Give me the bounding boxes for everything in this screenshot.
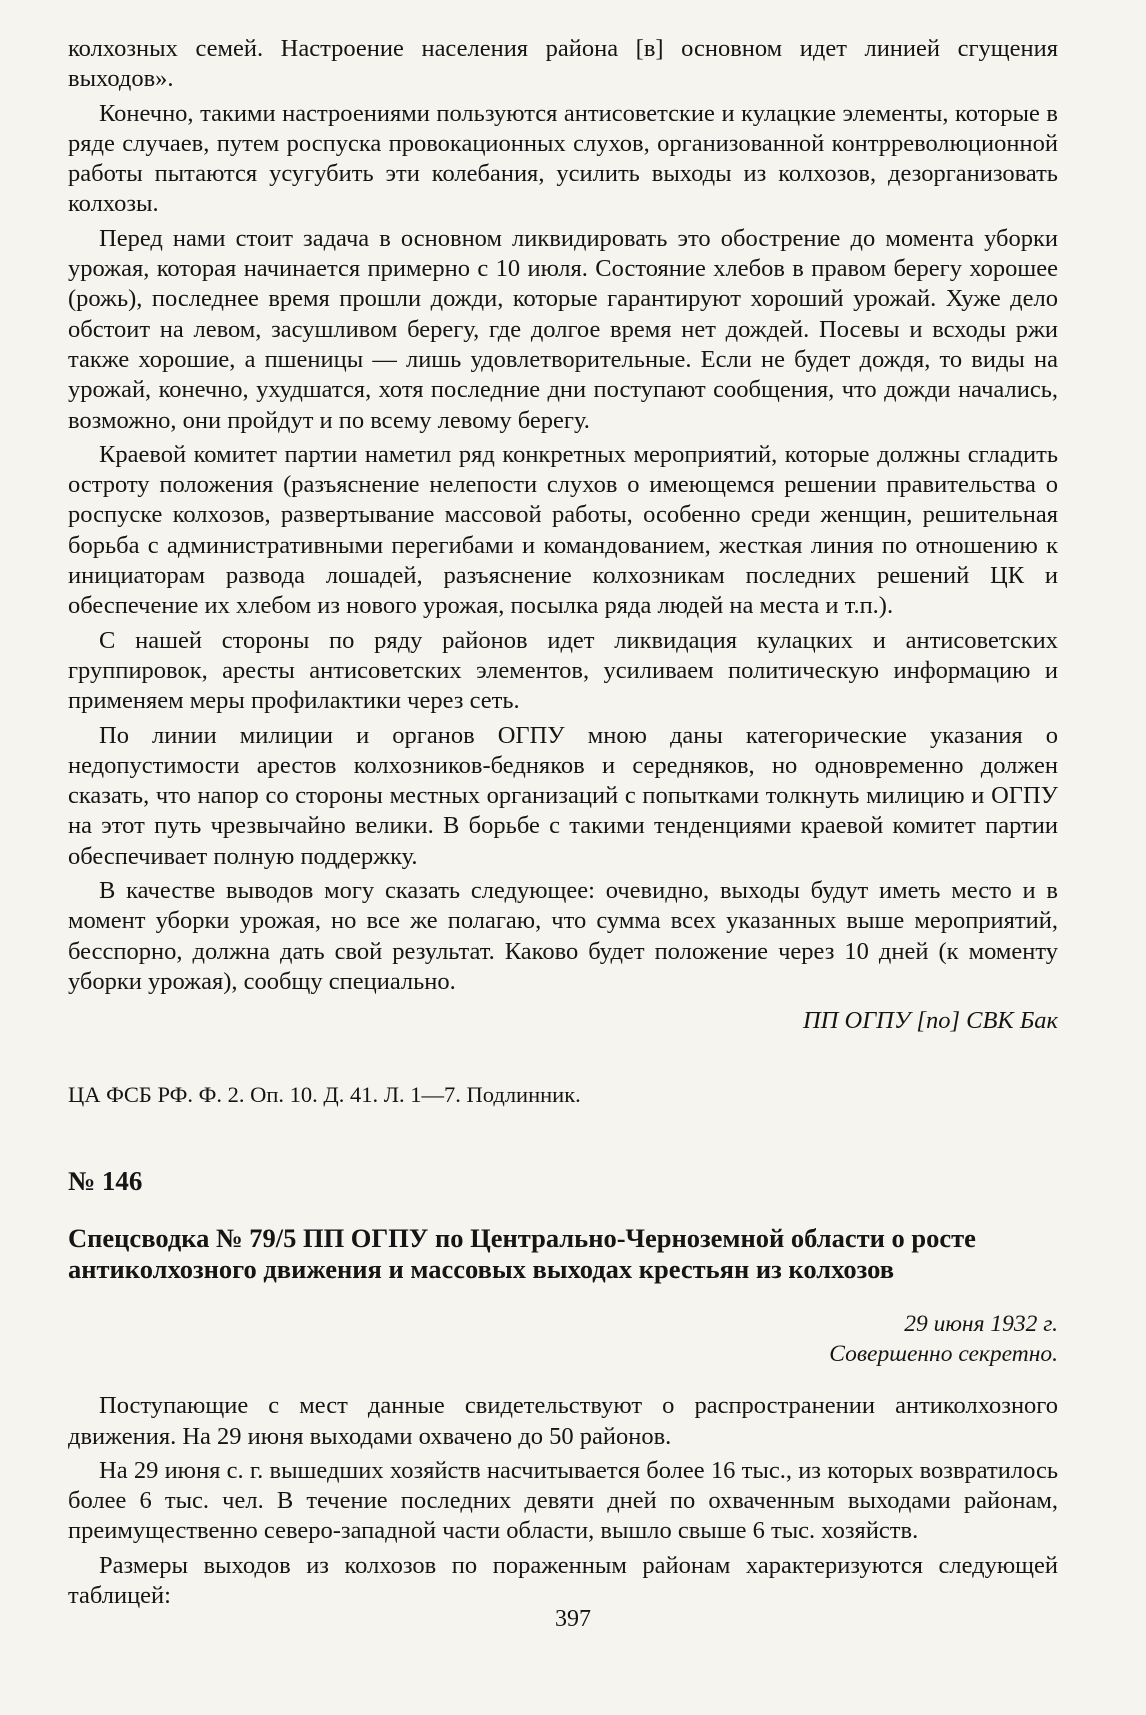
- secrecy-stamp: Совершенно секретно.: [829, 1341, 1058, 1368]
- paragraph: Конечно, такими настроениями пользуются антисоветские и кулацкие элементы, которые в ряде случаев, путем роспуска провокационных слухов, организованной контрреволюционной работы пытаются усугубить эти колебания, усилить выходы из колхозов, дезорганизовать колхозы.: [68, 99, 1058, 218]
- document-number: № 146: [68, 1166, 143, 1197]
- page-number: 397: [555, 1606, 591, 1632]
- paragraph: По линии милиции и органов ОГПУ мною даны категорические указания о недопустимости арестов колхозников-бедняков и середняков, но одновременно должен сказать, что напор со стороны местных организаций с попытками толкнуть милицию и ОГПУ на этот путь чрезвычайно велики. В борьбе с такими тенденциями краевой комитет партии обеспечивает полную поддержку.: [68, 721, 1058, 870]
- paragraph: На 29 июня с. г. вышедших хозяйств насчитывается более 16 тыс., из которых возвратилось более 6 тыс. чел. В течение последних девяти дней по охваченным выходами районам, преимущественно северо-западной части области, вышло свыше 6 тыс. хозяйств.: [68, 1456, 1058, 1545]
- document-date: 29 июня 1932 г.: [904, 1311, 1058, 1338]
- paragraph: Перед нами стоит задача в основном ликвидировать это обострение до момента уборки урожая, которая начинается примерно с 10 июля. Состояние хлебов в правом берегу хорошее (рожь), последнее время прошли дожди, которые гарантируют хороший урожай. Хуже дело обстоит на левом, засушливом берегу, где долгое время нет дождей. Посевы и всходы ржи также хорошие, а пшеницы — лишь удовлетворительные. Если не будет дождя, то виды на урожай, конечно, ухудшатся, хотя последние дни поступают сообщения, что дожди начались, возможно, они пройдут и по всему левому берегу.: [68, 224, 1058, 434]
- body-text-part-2: [68, 1391, 1058, 1611]
- paragraph: Краевой комитет партии наметил ряд конкретных мероприятий, которые должны сгладить остроту положения (разъяснение нелепости слухов о имеющемся решении правительства о роспуске колхозов, развертывание массовой работы, особенно среди женщин, решительная борьба с административными перегибами и командованием, жесткая линия по отношению к инициаторам развода лошадей, разъяснение колхозникам последних решений ЦК и обеспечение их хлебом из нового урожая, посылка ряда людей на места и т.п.).: [68, 440, 1058, 620]
- paragraph: Размеры выходов из колхозов по пораженным районам характеризуются следующей таблицей:: [68, 1551, 1058, 1609]
- paragraph: колхозных семей. Настроение населения района [в] основном идет линией сгущения выходов».: [68, 35, 1058, 93]
- archive-source-reference: ЦА ФСБ РФ. Ф. 2. Оп. 10. Д. 41. Л. 1—7. Подлинник.: [68, 1082, 581, 1108]
- signature: ПП ОГПУ [по] СВК Бак: [802, 1007, 1058, 1035]
- paragraph: Поступающие с мест данные свидетельствуют о распространении антиколхозного движения. На 29 июня выходами охвачено до 50 районов.: [68, 1392, 1058, 1450]
- paragraph: В качестве выводов могу сказать следующее: очевидно, выходы будут иметь место и в момент уборки урожая, но все же полагаю, что сумма всех указанных выше мероприятий, бесспорно, должна дать свой результат. Каково будет положение через 10 дней (к моменту уборки урожая), сообщу специально.: [68, 877, 1058, 995]
- paragraph: С нашей стороны по ряду районов идет ликвидация кулацких и антисоветских группировок, аресты антисоветских элементов, усиливаем политическую информацию и применяем меры профилактики через сеть.: [68, 626, 1058, 715]
- document-title: Спецсводка № 79/5 ПП ОГПУ по Центрально-Черноземной области о росте антиколхозного движения и массовых выходах крестьян из колхозов: [68, 1223, 976, 1285]
- body-text-part-1: [68, 34, 1058, 997]
